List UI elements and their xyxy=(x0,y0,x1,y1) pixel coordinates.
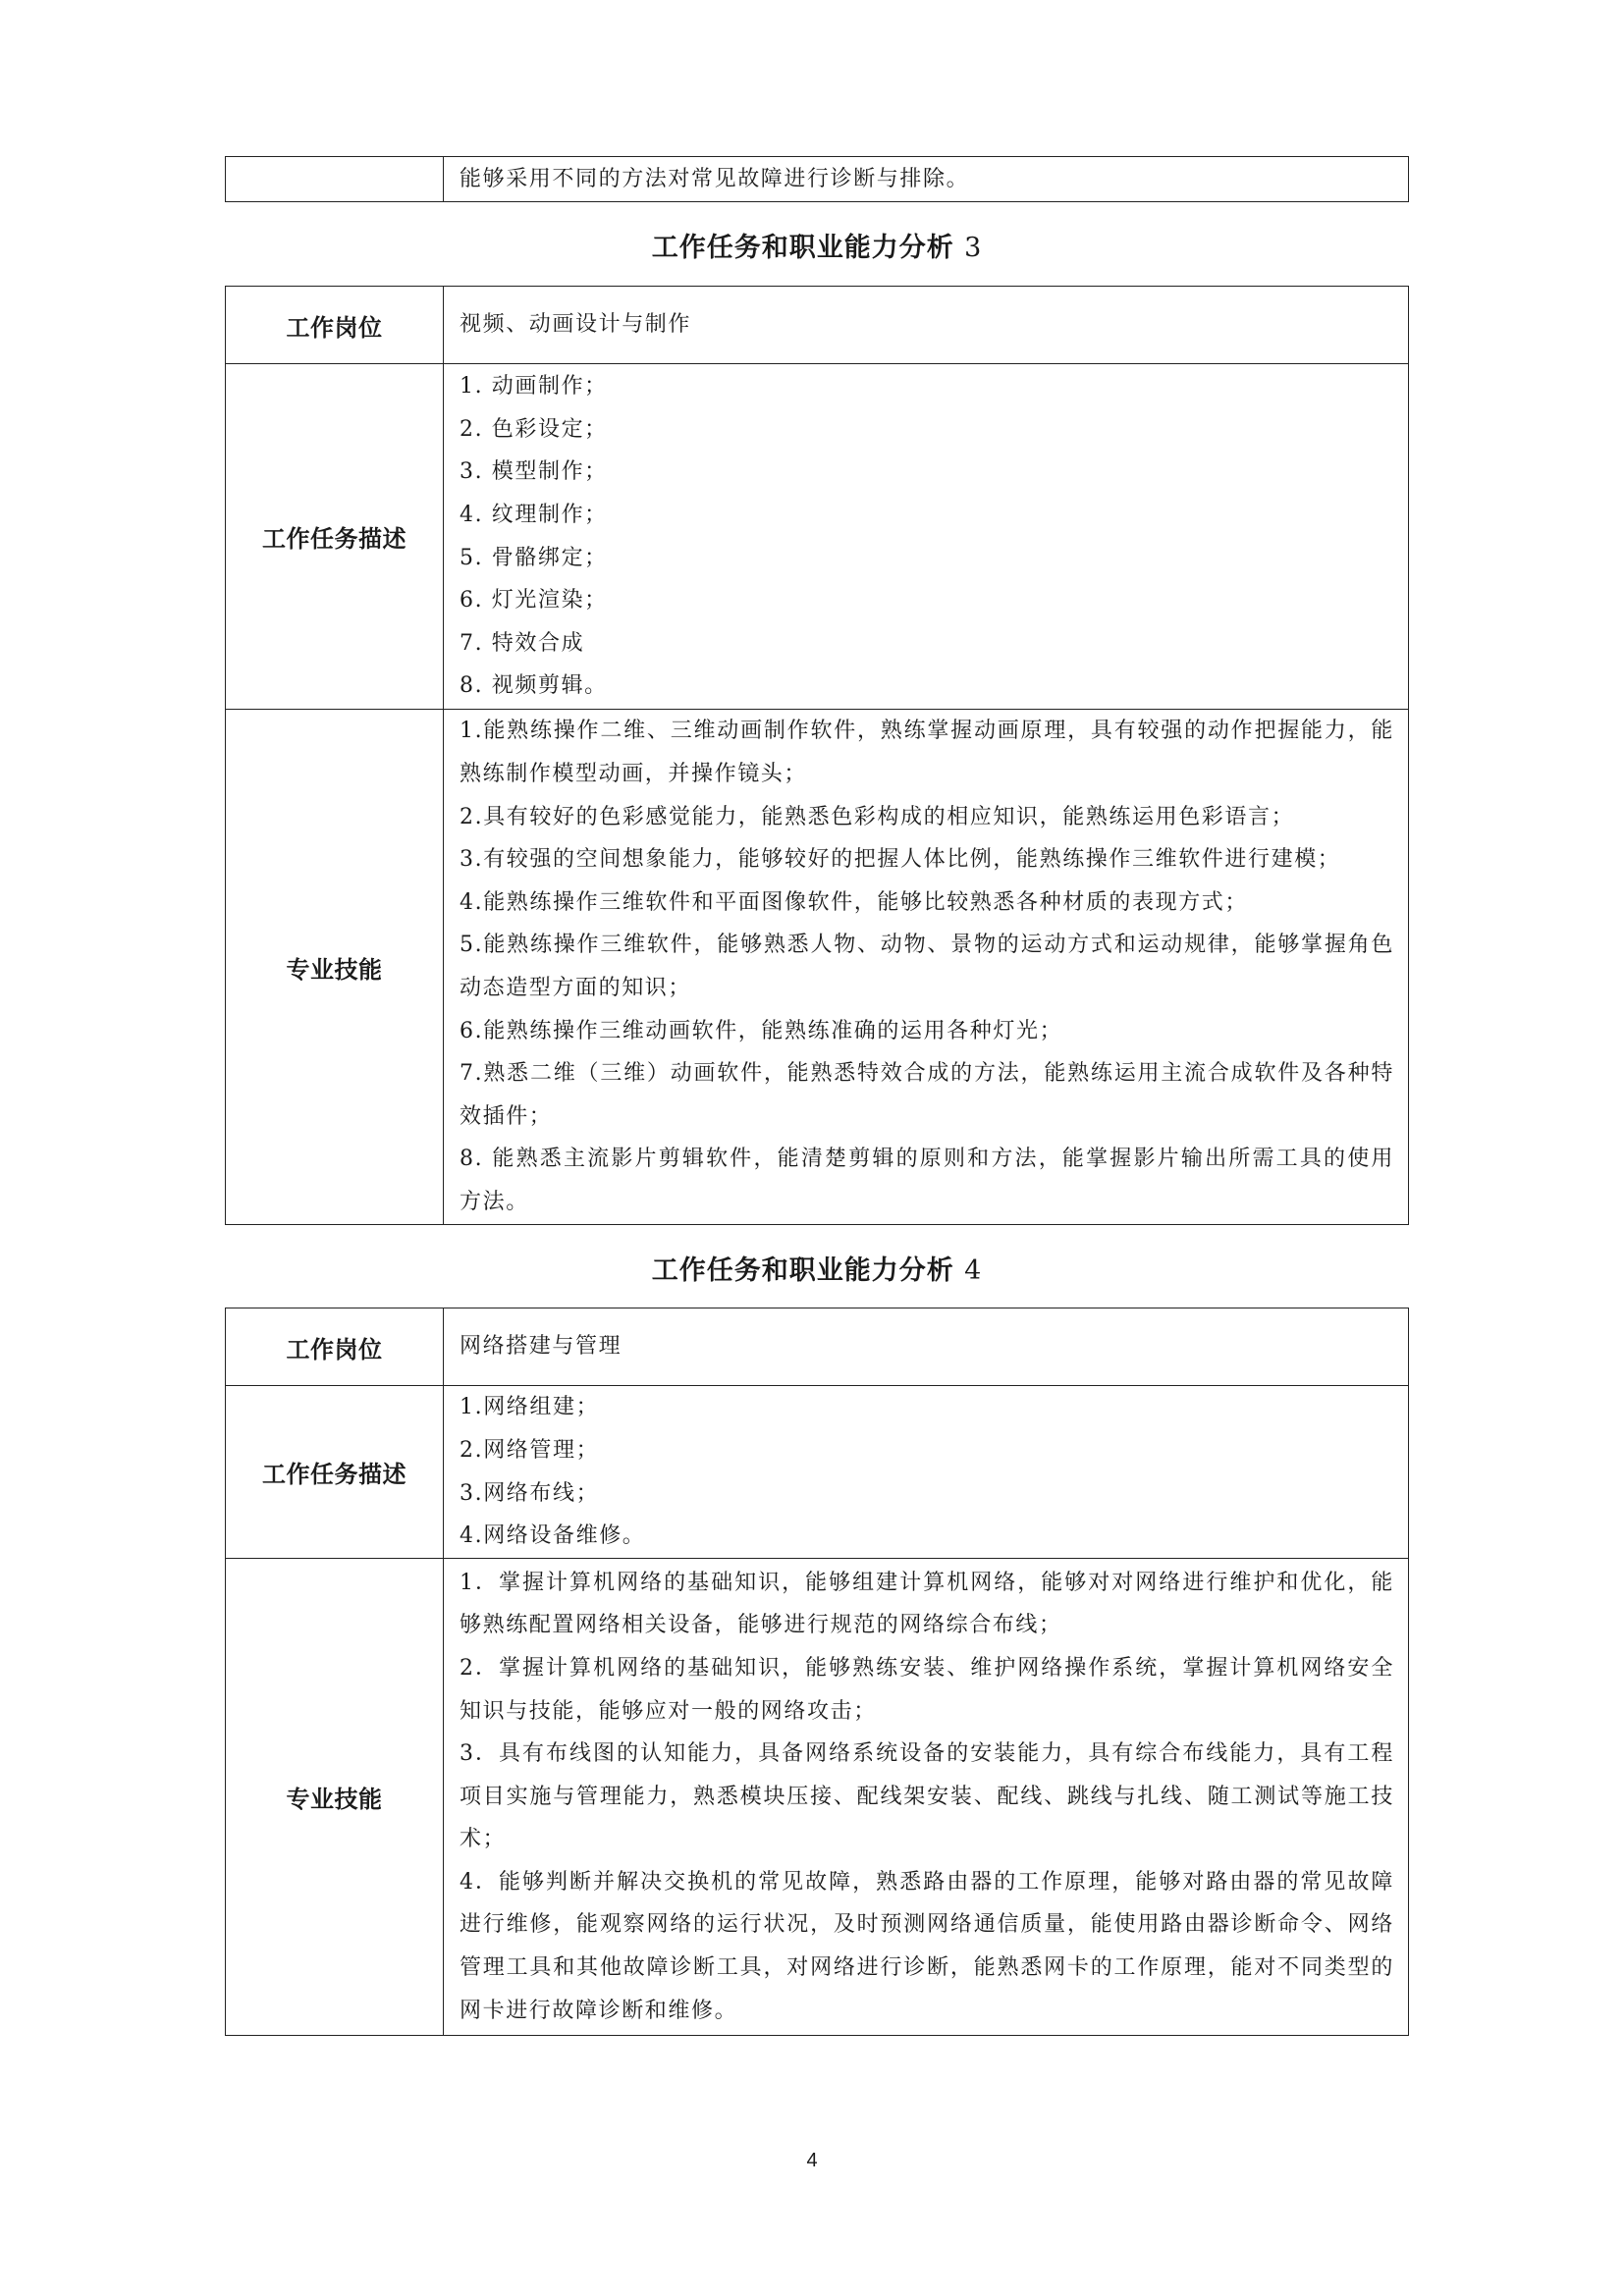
section4-title-text: 工作任务和职业能力分析 xyxy=(651,1255,954,1286)
section4-title xyxy=(225,1249,1409,1287)
task-item: 1.网络组建； xyxy=(460,1395,600,1420)
section4-skills-cell xyxy=(444,1559,1409,2036)
task-item: 4. 纹理制作； xyxy=(460,502,608,527)
section4-position-label: 工作岗位 xyxy=(226,1308,444,1386)
skill-item: 1．掌握计算机网络的基础知识，能够组建计算机网络，能够对对网络进行维护和优化，能够熟练配置网络相关设备，能够进行规范的网络综合布线； xyxy=(460,1570,1394,1638)
task-item: 1. 动画制作； xyxy=(460,374,608,400)
task-item: 7. 特效合成 xyxy=(460,630,585,656)
task-item: 2. 色彩设定； xyxy=(460,416,608,442)
skill-item: 6.能熟练操作三维动画软件，能熟练准确的运用各种灯光； xyxy=(460,1018,1063,1043)
section3-position-cell xyxy=(444,287,1409,364)
section3-position-row xyxy=(226,287,1409,364)
task-item: 6. 灯光渲染； xyxy=(460,588,608,614)
skill-item: 4．能够判断并解决交换机的常见故障，熟悉路由器的工作原理，能够对路由器的常见故障进行维修，能观察网络的运行状况，及时预测网络通信质量，能使用路由器诊断命令、网络管理工具和其他故障诊断工具，对网络进行诊断，能熟悉网卡的工作原理，能对不同类型的网卡进行故障诊断和维修。 xyxy=(460,1869,1394,2023)
section3-skills-row xyxy=(226,710,1409,1225)
section3-tasks-label: 工作任务描述 xyxy=(226,364,444,710)
section3-position-value: 视频、动画设计与制作 xyxy=(460,312,692,338)
skill-item: 3.有较强的空间想象能力，能够较好的把握人体比例，能熟练操作三维软件进行建模； xyxy=(460,847,1341,873)
section3-title-text: 工作任务和职业能力分析 xyxy=(651,233,954,263)
skill-item: 7.熟悉二维（三维）动画软件，能熟悉特效合成的方法，能熟练运用主流合成软件及各种特效插件； xyxy=(460,1061,1394,1129)
skill-item: 1.能熟练操作二维、三维动画制作软件，熟练掌握动画原理，具有较强的动作把握能力，能熟练制作模型动画，并操作镜头； xyxy=(460,719,1394,787)
task-item: 2.网络管理； xyxy=(460,1437,600,1463)
section3-skills-cell xyxy=(444,710,1409,1225)
section3-tasks-row xyxy=(226,364,1409,710)
previous-table-fragment xyxy=(225,156,1409,202)
section4-position-cell xyxy=(444,1308,1409,1386)
page-number: 4 xyxy=(806,2150,818,2171)
section3-table xyxy=(225,286,1409,1225)
skill-item: 8. 能熟悉主流影片剪辑软件，能清楚剪辑的原则和方法，能掌握影片输出所需工具的使用方法。 xyxy=(460,1147,1394,1214)
section4-skills-label: 专业技能 xyxy=(226,1559,444,2036)
section3-skills-label: 专业技能 xyxy=(226,710,444,1225)
empty-label-cell xyxy=(226,157,444,202)
section3-title xyxy=(225,226,1409,264)
skill-item: 2.具有较好的色彩感觉能力，能熟悉色彩构成的相应知识，能熟练运用色彩语言； xyxy=(460,804,1295,829)
task-item: 3.网络布线； xyxy=(460,1480,600,1506)
section4-skills-row xyxy=(226,1559,1409,2036)
task-item: 5. 骨骼绑定； xyxy=(460,545,608,570)
section4-tasks-row xyxy=(226,1386,1409,1559)
section4-tasks-cell xyxy=(444,1386,1409,1559)
task-item: 3. 模型制作； xyxy=(460,459,608,485)
section3-tasks-cell xyxy=(444,364,1409,710)
task-item: 4.网络设备维修。 xyxy=(460,1523,646,1549)
skill-item: 5.能熟练操作三维软件，能够熟悉人物、动物、景物的运动方式和运动规律，能够掌握角色动态造型方面的知识； xyxy=(460,933,1394,1000)
section4-position-value: 网络搭建与管理 xyxy=(460,1334,623,1360)
section4-tasks-label: 工作任务描述 xyxy=(226,1386,444,1559)
section3-position-label: 工作岗位 xyxy=(226,287,444,364)
section3-title-number: 3 xyxy=(964,233,983,263)
skill-item: 4.能熟练操作三维软件和平面图像软件，能够比较熟悉各种材质的表现方式； xyxy=(460,889,1248,915)
section4-table xyxy=(225,1308,1409,2036)
skill-item: 3．具有布线图的认知能力，具备网络系统设备的安装能力，具有综合布线能力，具有工程项目实施与管理能力，熟悉模块压接、配线架安装、配线、跳线与扎线、随工测试等施工技术； xyxy=(460,1741,1394,1852)
section4-title-number: 4 xyxy=(964,1255,983,1286)
fragment-text: 能够采用不同的方法对常见故障进行诊断与排除。 xyxy=(460,166,970,191)
fragment-text-cell xyxy=(444,157,1409,202)
task-item: 8. 视频剪辑。 xyxy=(460,673,608,699)
section4-position-row xyxy=(226,1308,1409,1386)
skill-item: 2．掌握计算机网络的基础知识，能够熟练安装、维护网络操作系统，掌握计算机网络安全知识与技能，能够应对一般的网络攻击； xyxy=(460,1655,1394,1724)
